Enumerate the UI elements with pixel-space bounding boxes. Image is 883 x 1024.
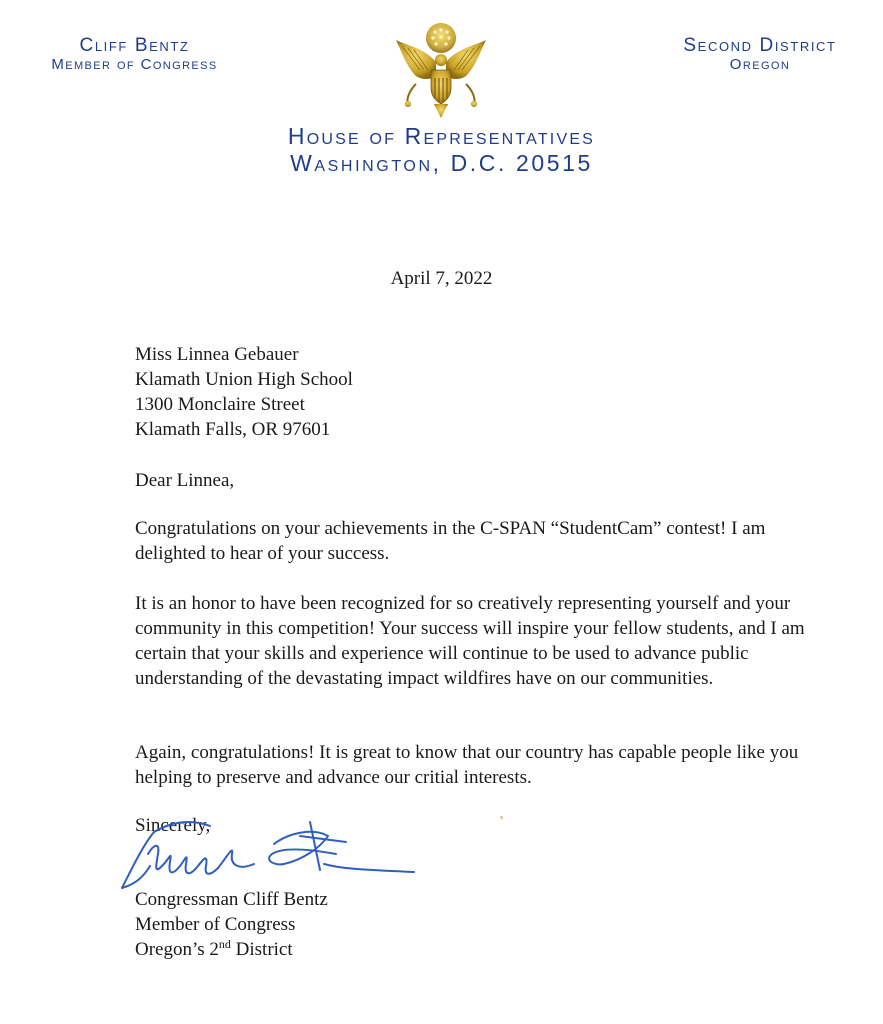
district-prefix: Oregon’s 2 bbox=[135, 939, 219, 960]
signer-title: Member of Congress bbox=[135, 914, 296, 935]
salutation: Dear Linnea, bbox=[135, 470, 235, 491]
district-ordinal: nd bbox=[218, 937, 231, 951]
recipient-city: Klamath Falls, OR 97601 bbox=[135, 419, 331, 440]
letterhead-right bbox=[655, 36, 865, 73]
member-name: Cliff Bentz bbox=[79, 35, 190, 56]
paragraph-1: Congratulations on your achievements in the C-SPAN “StudentCam” contest! I am delighted to hear of your success. bbox=[135, 518, 766, 564]
recipient-school: Klamath Union High School bbox=[135, 369, 353, 390]
signature-block bbox=[135, 887, 805, 962]
eagle-seal-icon bbox=[386, 18, 496, 126]
district-label: Second District bbox=[683, 35, 837, 56]
paragraph-3: Again, congratulations! It is great to know that our country has capable people like you helping to preserve and advance our critial interests. bbox=[135, 742, 799, 788]
chamber-address: Washington, D.C. 20515 bbox=[290, 150, 593, 177]
recipient-name: Miss Linnea Gebauer bbox=[135, 344, 299, 365]
chamber-name: House of Representatives bbox=[287, 123, 596, 149]
state-label: Oregon bbox=[729, 55, 791, 73]
letter-date: April 7, 2022 bbox=[390, 268, 493, 289]
paragraph-2: It is an honor to have been recognized for so creatively representing yourself and your community in this competition! Your success will inspire your fellow students, and I am certain that your skills and experience will continue to be used to advance public understanding of the devastating impact wildfires have on our communities. bbox=[135, 593, 805, 689]
recipient-address bbox=[135, 342, 805, 442]
signer-name: Congressman Cliff Bentz bbox=[135, 889, 328, 910]
paper-speck bbox=[500, 816, 503, 819]
recipient-street: 1300 Monclaire Street bbox=[135, 394, 305, 415]
member-title: Member of Congress bbox=[51, 55, 218, 73]
closing: Sincerely, bbox=[135, 815, 211, 836]
district-suffix: District bbox=[230, 939, 293, 960]
letterhead-center bbox=[200, 124, 683, 175]
signer-district bbox=[135, 937, 805, 962]
letterhead-left bbox=[22, 36, 247, 73]
